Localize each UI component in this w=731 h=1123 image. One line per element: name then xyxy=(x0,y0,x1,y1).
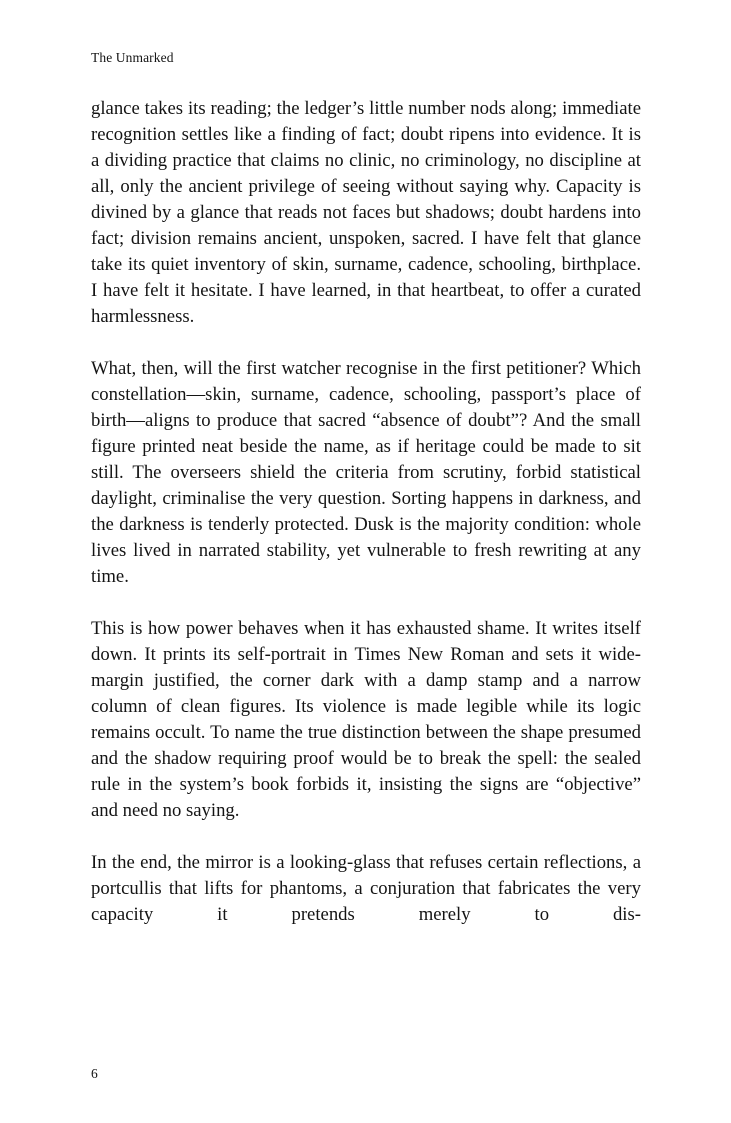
running-header-title: The Unmarked xyxy=(91,50,174,65)
paragraph: glance takes its reading; the ledger’s little number nods along; immediate recognition settles like a finding of fact; doubt ripens into evidence. It is a dividing practice that claims no clinic, no criminology, no discipline at all, only the ancient privilege of seeing without saying why. Capacity is divined by a glance that reads not faces but shadows; doubt hardens into fact; division remains ancient, unspoken, sacred. I have felt that glance take its quiet inventory of skin, surname, cadence, schooling, birthplace. I have felt it hesitate. I have learned, in that heartbeat, to offer a curated harmlessness. xyxy=(91,98,641,327)
paragraph: What, then, will the first watcher recognise in the first petitioner? Which constellation—skin, surname, cadence, schooling, passport’s place of birth—aligns to produce that sacred “absence of doubt”? And the small figure printed neat beside the name, as if heritage could be made to sit still. The overseers shield the criteria from scrutiny, forbid statistical daylight, criminalise the very question. Sorting happens in darkness, and the darkness is tenderly protected. Dusk is the majority condition: whole lives lived in narrated stability, yet vulnerable to fresh rewriting at any time. xyxy=(91,358,641,587)
paragraph: In the end, the mirror is a looking-glass that refuses certain reflections, a portcullis that lifts for phantoms, a conjuration that fabricates the very capacity it pretends merely to dis- xyxy=(91,852,641,925)
body-text xyxy=(91,96,641,928)
paragraph: This is how power behaves when it has exhausted shame. It writes itself down. It prints its self-portrait in Times New Roman and sets it wide-margin justified, the corner dark with a damp stamp and a narrow column of clean figures. Its violence is made legible while its logic remains occult. To name the true distinction between the shape presumed and the shadow requiring proof would be to break the spell: the sealed rule in the system’s book forbids it, insisting the signs are “objective” and need no saying. xyxy=(91,618,641,821)
page-number: 6 xyxy=(91,1066,98,1081)
